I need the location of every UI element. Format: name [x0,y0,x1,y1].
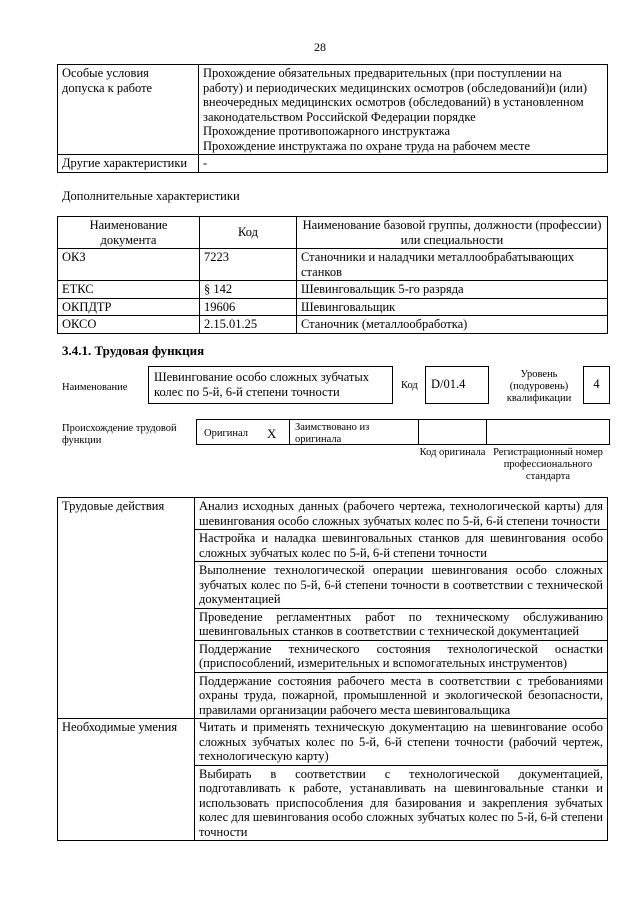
level-label: Уровень (подуровень) квалификации [506,369,572,404]
code-cell: § 142 [200,281,297,299]
reg-number-label: Регистрационный номер профессионального стандарта [493,447,603,482]
conditions-value [199,65,608,155]
function-name: Шевингование особо сложных зубчатых колес по 5-й, 6-й степени точности [148,366,393,404]
list-item: Настройка и наладка шевинговальных станков для шевингования особо сложных зубчатых колес по 5-й, 6-й степени точности [195,530,608,562]
list-item: Проведение регламентных работ по техническому обслуживанию шевинговальных станков в соответствии с технической документацией [195,608,608,640]
actions-label: Трудовые действия [58,498,195,719]
origin-code-label: Код оригинала [419,447,486,458]
table-row [58,249,608,281]
doc-cell: ОКПДТР [58,298,200,316]
other-value: - [199,155,608,173]
list-item: Анализ исходных данных (рабочего чертежа, технологической карты) для шевингования особо сложных зубчатых колес по 5-й, 6-й степени точности [195,498,608,530]
code-cell: 7223 [200,249,297,281]
list-item: Поддержание состояния рабочего места в соответствии с требованиями охраны труда, пожарной, промышленной и экологической безопасности, правилами организации рабочего места шевинговальщика [195,672,608,719]
table-row [58,298,608,316]
conditions-table [57,64,608,173]
doc-cell: ОКСО [58,316,200,334]
name-label: Наименование [62,382,128,393]
reg-number-box [486,419,610,445]
borrowed-box [289,419,419,445]
page-number: 28 [314,40,326,54]
list-item: Выполнение технологической операции шевингования особо сложных зубчатых колес по 5-й, 6-й степени точности в соответствии с технической документацией [195,562,608,609]
function-details-table [57,497,608,841]
condition-line: Прохождение инструктажа по охране труда на рабочем месте [203,138,531,153]
section-title: 3.4.1. Трудовая функция [62,343,205,358]
code-cell: 19606 [200,298,297,316]
skills-label: Необходимые умения [58,719,195,841]
original-mark: X [267,426,277,441]
origin-code-box [418,419,487,445]
table-row [58,281,608,299]
origin-label: Происхождение трудовой функции [62,423,177,446]
list-item: Выбирать в соответствии с технологической документацией, подготавливать к работе, устанавливать на шевинговальные станки и использовать приспособления для базирования и закрепления зубчатых колес для шевингования особо сложных зубчатых колес по 5-й, 6-й степени точности [195,765,608,841]
borrowed-label: Заимствовано из оригинала [295,422,370,445]
original-label: Оригинал [204,428,248,439]
group-cell: Станочник (металлообработка) [297,316,608,334]
doc-cell: ОКЗ [58,249,200,281]
header-group: Наименование базовой группы, должности (профессии) или специальности [297,217,608,249]
condition-line: Прохождение обязательных предварительных (при поступлении на работу) и периодических медицинских осмотров (обследований)и (или) внеочередных медицинских осмотров (обследований) в установленном законодательством Российской Федерации порядке [203,66,588,124]
other-label: Другие характеристики [58,155,199,173]
group-cell: Шевинговальщик [297,298,608,316]
code-label: Код [401,380,418,391]
header-doc: Наименование документа [58,217,200,249]
list-item: Читать и применять техническую документацию на шевингование особо сложных зубчатых колес по 5-й, 6-й степени точности (рабочий чертеж, технологическую карту) [195,719,608,766]
condition-line: Прохождение противопожарного инструктажа [203,124,451,138]
code-cell: 2.15.01.25 [200,316,297,334]
list-item: Поддержание технического состояния технологической оснастки (приспособлений, измерительных и вспомогательных инструментов) [195,640,608,672]
doc-cell: ЕТКС [58,281,200,299]
additional-table [57,216,608,334]
group-cell: Шевинговальщик 5-го разряда [297,281,608,299]
level-value: 4 [583,366,610,404]
header-code: Код [200,217,297,249]
function-code: D/01.4 [425,366,489,404]
group-cell: Станочники и наладчики металлообрабатывающих станков [297,249,608,281]
table-row [58,316,608,334]
conditions-label: Особые условия допуска к работе [58,65,199,155]
additional-heading: Дополнительные характеристики [62,189,240,203]
original-box [196,419,290,445]
